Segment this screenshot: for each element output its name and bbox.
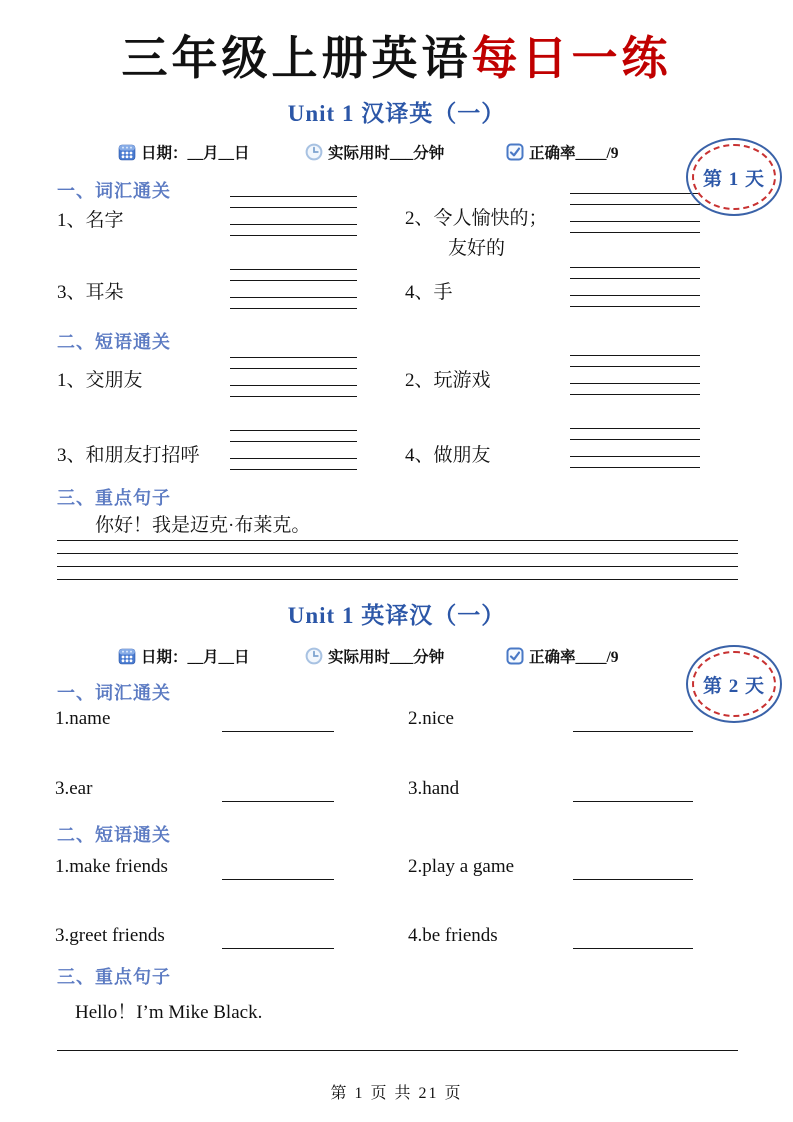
answer-lines [570,355,700,396]
p2-phrase-item-4: 4.be friends [408,925,498,946]
p1-vocab-item-1: 1、名字 [57,210,124,231]
accuracy-field [506,141,619,163]
p2-phrase-item-1: 1.make friends [55,856,168,877]
date-field [118,141,250,163]
p2-sentence-text: Hello！I’m Mike Black. [75,1002,263,1023]
sentence-writing-line [57,1050,738,1051]
answer-underline [573,948,693,949]
day-stamp-1-text: 第 1 天 [702,168,765,190]
answer-lines [230,357,357,398]
time-field-2 [305,645,444,667]
day-stamp-1 [686,138,782,216]
p1-vocab-item-3: 3、耳朵 [57,282,124,303]
p1-vocab-item-2-line2: 友好的 [448,238,506,259]
p1-sentence-heading: 三、重点句子 [57,488,171,508]
unit2-heading: Unit 1 英译汉（一） [287,603,506,628]
answer-lines [230,196,357,237]
p1-vocab-item-2: 2、令人愉快的； [405,208,548,229]
calendar-icon [118,143,136,161]
p2-vocab-item-4: 3.hand [408,778,460,799]
p1-sentence-text: 你好！我是迈克·布莱克。 [95,515,311,536]
time-label: 实际用时___分钟 [328,145,445,162]
answer-lines [230,269,357,310]
p2-phrases-heading: 二、短语通关 [57,825,171,845]
date-label: 日期：__月__日 [141,145,250,162]
date-field-2 [118,645,250,667]
sentence-writing-lines [57,540,738,581]
p1-phrase-item-1: 1、交朋友 [57,370,143,391]
checkbox-checked-icon [506,647,524,665]
p2-sentence-heading: 三、重点句子 [57,967,171,987]
answer-underline [222,731,334,732]
answer-underline [222,801,334,802]
calendar-icon [118,647,136,665]
answer-underline [222,879,334,880]
day-stamp-2 [686,645,782,723]
page-footer: 第 1 页 共 21 页 [330,1085,463,1102]
accuracy-label: 正确率____/9 [529,145,619,162]
p2-vocab-item-2: 2.nice [408,708,454,729]
p1-phrase-item-3: 3、和朋友打招呼 [57,445,200,466]
time-label: 实际用时___分钟 [328,649,445,666]
answer-underline [573,731,693,732]
answer-lines [570,267,700,308]
unit1-heading: Unit 1 汉译英（一） [287,101,506,126]
answer-lines [570,428,700,469]
answer-underline [222,948,334,949]
time-field [305,141,444,163]
clock-icon [305,647,323,665]
answer-lines [570,193,700,234]
date-label: 日期：__月__日 [141,649,250,666]
p2-vocab-heading: 一、词汇通关 [57,683,171,703]
p2-phrase-item-3: 3.greet friends [55,925,165,946]
accuracy-field-2 [506,645,619,667]
page-title [0,22,793,88]
page-title-red: 每日一练 [471,33,672,84]
accuracy-label: 正确率____/9 [529,649,619,666]
p2-phrase-item-2: 2.play a game [408,856,515,877]
p1-vocab-heading: 一、词汇通关 [57,181,171,201]
p1-phrase-item-2: 2、玩游戏 [405,370,491,391]
p2-vocab-item-1: 1.name [55,708,111,729]
p1-phrase-item-4: 4、做朋友 [405,445,491,466]
p1-vocab-item-4: 4、手 [405,282,453,303]
clock-icon [305,143,323,161]
checkbox-checked-icon [506,143,524,161]
day-stamp-2-text: 第 2 天 [702,675,765,697]
answer-lines [230,430,357,471]
p2-vocab-item-3: 3.ear [55,778,93,799]
page-title-black: 三年级上册英语 [121,33,472,84]
answer-underline [573,801,693,802]
answer-underline [573,879,693,880]
p1-phrases-heading: 二、短语通关 [57,332,171,352]
